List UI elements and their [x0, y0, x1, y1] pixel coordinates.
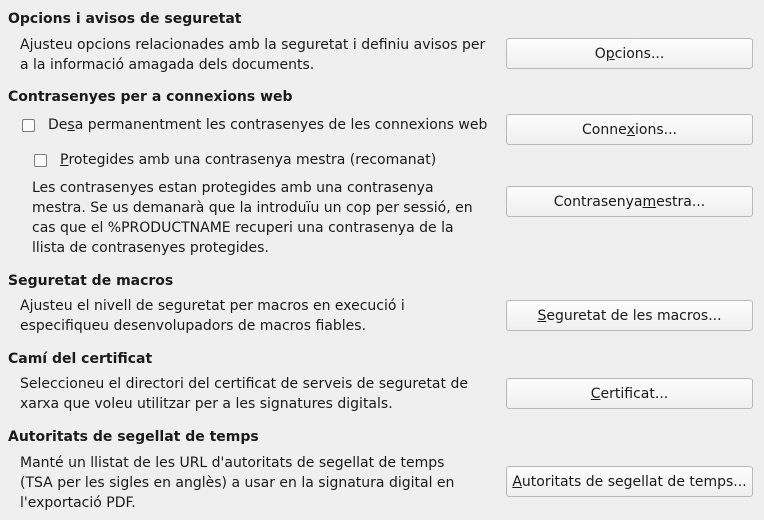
tsa-heading: Autoritats de segellat de temps: [8, 429, 259, 445]
tsa-button-label-key: A: [512, 473, 522, 490]
certificate-button[interactable]: [506, 378, 753, 409]
master-password-checkbox-box[interactable]: [34, 154, 47, 167]
connections-button[interactable]: [506, 114, 753, 145]
security-options-heading: Opcions i avisos de seguretat: [8, 11, 242, 27]
tsa-button-label-post: utoritats de segellat de temps...: [521, 473, 747, 490]
options-button-label-post: cions...: [614, 45, 665, 62]
connections-button-label-pre: Conne: [582, 121, 627, 138]
tsa-button[interactable]: [506, 466, 753, 497]
macro-security-description: Ajusteu el nivell de seguretat per macros en execució i especifiqueu desenvolupadors de macros fiables.: [20, 298, 405, 334]
persist-passwords-checkbox-box[interactable]: [22, 119, 35, 132]
options-button-label-pre: O: [594, 45, 606, 62]
tsa-description: Manté un llistat de les URL d'autoritats de segellat de temps (TSA per les sigles en anglès) a usar en la signatura digital en l'exportació PDF.: [20, 455, 455, 511]
certificate-path-heading: Camí del certificat: [8, 351, 153, 367]
macro-security-button-label-key: S: [537, 307, 547, 324]
persist-passwords-checkbox[interactable]: [22, 115, 487, 135]
web-passwords-description: Les contrasenyes estan protegides amb una contrasenya mestra. Se us demanarà que la introduïu un cop per sessió, en cas que el %PRODUCTNAME recuperi una contrasenya de la llista de contrasenyes protegides.: [32, 180, 473, 256]
macro-security-button-label-post: eguretat de les macros...: [546, 307, 722, 324]
connections-button-label-key: x: [626, 121, 635, 138]
master-password-checkbox[interactable]: [34, 150, 436, 170]
certificate-button-label-post: ertificat...: [600, 385, 669, 402]
persist-passwords-label-key: s: [67, 117, 75, 133]
master-password-button[interactable]: [506, 186, 753, 217]
master-password-button-label-key: m: [642, 193, 657, 210]
master-password-label-post: rotegides amb una contrasenya mestra (recomanat): [68, 152, 437, 168]
certificate-path-description: Seleccioneu el directori del certificat de serveis de seguretat de xarxa que voleu utilitzar per a les signatures digitals.: [20, 376, 468, 412]
master-password-button-label-post: estra...: [656, 193, 706, 210]
master-password-label-key: P: [60, 152, 69, 168]
persist-passwords-label-post: a permanentment les contrasenyes de les connexions web: [74, 117, 488, 133]
persist-passwords-label-pre: De: [48, 117, 68, 133]
options-button-label-key: p: [605, 45, 615, 62]
macro-security-button[interactable]: [506, 300, 753, 331]
web-passwords-heading: Contrasenyes per a connexions web: [8, 89, 293, 105]
connections-button-label-post: ions...: [635, 121, 677, 138]
master-password-button-label-pre: Contrasenya: [553, 193, 643, 210]
certificate-button-label-key: C: [590, 385, 601, 402]
security-options-description: Ajusteu opcions relacionades amb la seguretat i definiu avisos per a la informació amagada dels documents.: [20, 37, 486, 73]
macro-security-heading: Seguretat de macros: [8, 273, 174, 289]
options-button[interactable]: [506, 38, 753, 69]
